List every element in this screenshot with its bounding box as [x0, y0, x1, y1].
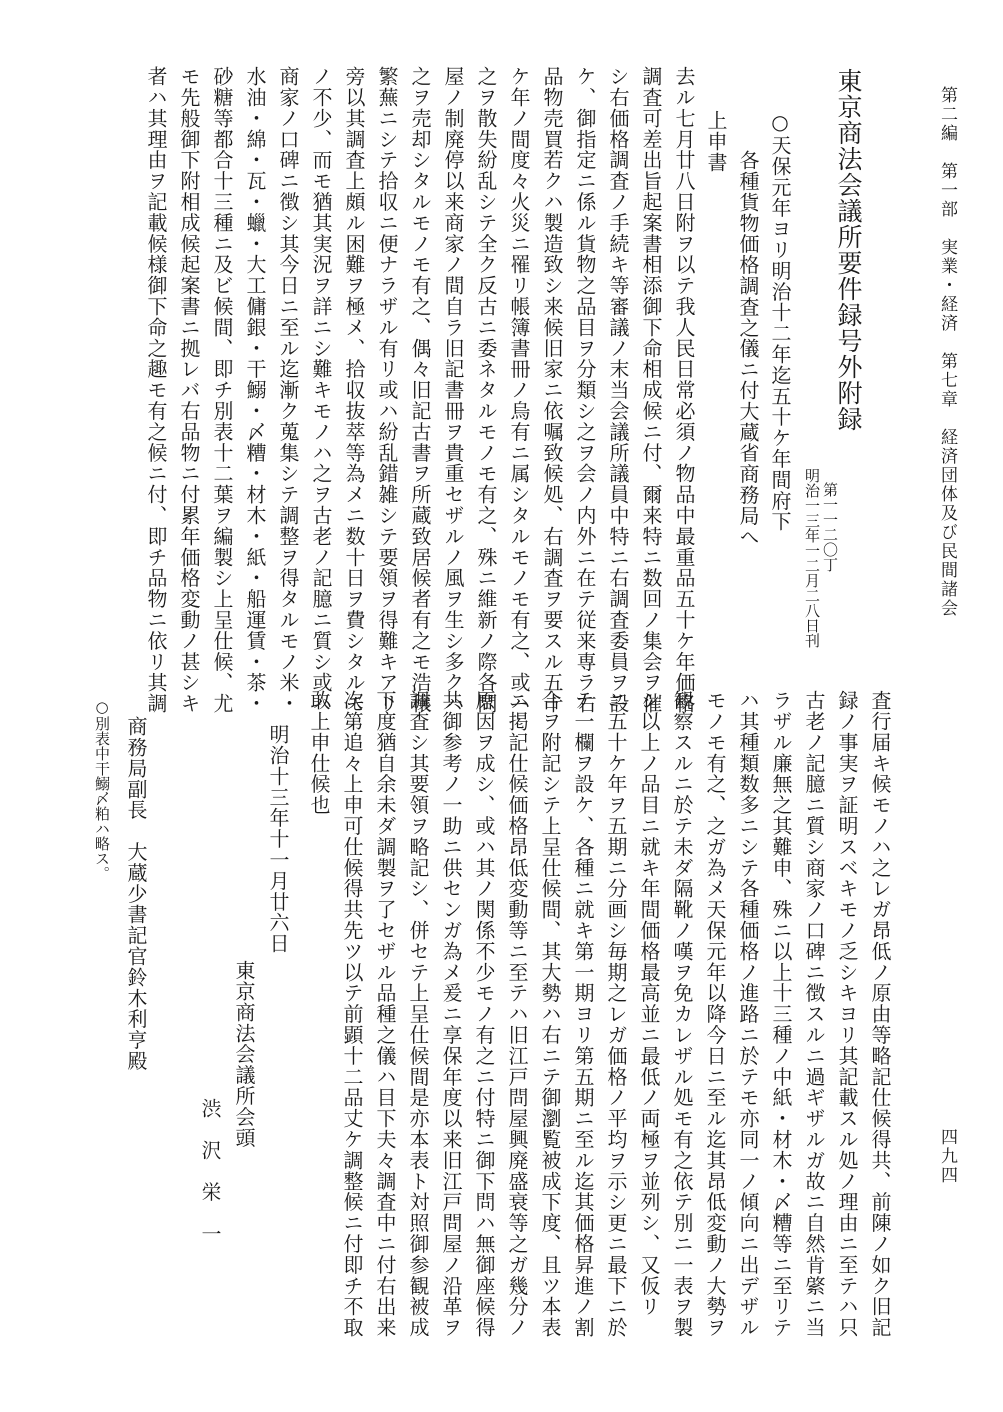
doc-number: 第一一二〇丁 — [821, 482, 839, 572]
sender-title: 東京商法会議所会頭 — [232, 960, 256, 1149]
body-line: 合ヲ附記シテ上呈仕候間、其大勢ハ右ニテ御瀏覧被成下度、且ツ本表 — [538, 690, 562, 1338]
body-line: 之ヲ散失紛乱シテ全ク反古ニ委ネタルモノモ有之、殊ニ維新ノ際各問 — [474, 66, 498, 714]
body-line: ニ掲記仕候価格昂低変動等ニ至テハ旧江戸問屋興廃盛衰等之ガ幾分ノ — [505, 690, 529, 1338]
body-line: 砂糖等都合十三種ニ及ビ候間、即チ別表十二葉ヲ編製シ上呈仕候、尤 — [210, 66, 234, 714]
sender-name: 渋 沢 栄 一 — [198, 1098, 222, 1245]
subject-line-3: 上申書 — [704, 110, 728, 173]
body-line: シ右価格調査ノ手続キ等審議ノ末当会議所議員中特ニ右調査委員ヲ設 — [606, 66, 630, 714]
body-line: シ以上ノ品目ニ就キ年間価格最高並ニ最低ノ両極ヲ並列シ、又仮リ — [637, 690, 661, 1317]
body-line: 之ヲ売却シタルモノモ有之、偶々旧記古書ヲ所蔵致居候者有之モ浩穣 — [408, 66, 432, 714]
body-line: 敢上申仕候也 — [307, 690, 331, 816]
running-head: 第二編 第一部 実業・経済 第七章 経済団体及び民間諸会 — [937, 86, 957, 618]
body-line: 旁以其調査上頗ル困難ヲ極メ、拾収抜萃等為メニ数十日ヲ費シタルモ — [342, 66, 366, 714]
body-line: ニ五十ケ年ヲ五期ニ分画シ毎期之レガ価格ノ平均ヲ示シ更ニ最下ニ於 — [604, 690, 628, 1338]
body-line: ケ、御指定ニ係ル貨物之品目ヲ分類シ之ヲ会ノ内外ニ在テ従来専ラ右 — [573, 66, 597, 714]
body-line: 屋ノ制廃停以来商家ノ間自ラ旧記書冊ヲ貴重セザルノ風ヲ生シ多クハ — [441, 66, 465, 714]
subject-line-1: ○天保元年ヨリ明治十二年迄五十ケ年間府下 — [768, 110, 792, 532]
body-line: 品物売買若クハ製造致シ来候旧家ニ依嘱致候処、右調査ヲ要スル五十 — [540, 66, 564, 714]
body-line: 者ハ其理由ヲ記載候様御下命之趣モ有之候ニ付、即チ品物ニ依リ其調 — [144, 66, 168, 714]
body-line: ハ其種類数多ニシテ各種価格ノ進路ニ於テモ亦同一ノ傾向ニ出デザル — [736, 690, 760, 1338]
body-line: 商家ノ口碑ニ徴シ其今日ニ至ル迄漸ク蒐集シテ調整ヲ得タルモノ米・ — [276, 66, 300, 714]
body-line: 共御参考ノ一助ニ供センガ為メ爰ニ享保年度以来旧江戸問屋ノ沿革ヲ — [439, 690, 463, 1338]
body-line: 査行届キ候モノハ之レガ昂低ノ原由等略記仕候得共、前陳ノ如ク旧記 — [868, 690, 892, 1338]
body-line: 繁蕪ニシテ拾収ニ便ナラザル有リ或ハ紛乱錯雑シテ要領ヲ得難キアリ — [375, 66, 399, 714]
body-line: 次第追々上申可仕候得共先ツ以テ前顕十二品丈ケ調整候ニ付即チ不取 — [340, 690, 364, 1338]
body-line: 水油・綿・瓦・蠟・大工傭銀・干鰯・〆糟・材木・紙・船運賃・茶・ — [243, 66, 267, 714]
body-line: ラザル廉無之其難申、殊ニ以上十三種ノ中紙・材木・〆糟等ニ至リテ — [769, 690, 793, 1338]
body-line: 原因ヲ成シ、或ハ其ノ関係不少モノ有之ニ付特ニ御下問ハ無御座候得 — [472, 690, 496, 1338]
date-line: 明治十三年十一月廿六日 — [266, 724, 290, 954]
body-line: 古老ノ記臆ニ質シ商家ノ口碑ニ徴スルニ過ギザルガ故ニ自然肯綮ニ当 — [802, 690, 826, 1338]
body-line: ノ不少、而モ猶其実況ヲ詳ニシ難キモノハ之ヲ古老ノ記臆ニ質シ或ハ — [309, 66, 333, 714]
body-line: モ先般御下附相成候起案書ニ拠レバ右品物ニ付累年価格変動ノ甚シキ — [177, 66, 201, 714]
body-line: 去ル七月廿八日附ヲ以テ我人民日常必須ノ物品中最重品五十ケ年価格 — [672, 66, 696, 714]
body-line: 観察スルニ於テ未ダ隔靴ノ嘆ヲ免カレザル処モ有之依テ別ニ一表ヲ製 — [670, 690, 694, 1338]
doc-date: 明治一三年一二月二八日刊 — [803, 468, 821, 648]
body-line: 調査シ其要領ヲ略記シ、併セテ上呈仕候間是亦本表ト対照御参観被成 — [406, 690, 430, 1338]
page-number: 四九四 — [937, 1128, 957, 1185]
body-line: ケ年ノ間度々火災ニ罹リ帳簿書冊ノ烏有ニ属シタルモノモ有之、或ハ — [507, 66, 531, 714]
document-title: 東京商法会議所要件録号外附録 — [834, 68, 863, 432]
footnote: ○別表中干鰯〆粕ハ略ス。 — [93, 698, 111, 881]
body-line: 調査可差出旨起案書相添御下命相成候ニ付、爾来特ニ数回ノ集会ヲ催 — [639, 66, 663, 714]
body-line: モノモ有之、之ガ為メ天保元年以降今日ニ至ル迄其昂低変動ノ大勢ヲ — [703, 690, 727, 1338]
body-line: 下度猶自余未ダ調製ヲ了セザル品種之儀ハ目下夫々調査中ニ付右出来 — [373, 690, 397, 1338]
recipient: 商務局副長 大蔵少書記官鈴木利亨殿 — [124, 716, 148, 1072]
body-line: テ一欄ヲ設ケ、各種ニ就キ第一期ヨリ第五期ニ至ル迄其価格昇進ノ割 — [571, 690, 595, 1338]
subject-line-2: 各種貨物価格調査之儀ニ付大蔵省商務局へ — [736, 150, 760, 548]
body-line: 録ノ事実ヲ証明スベキモノ乏シキヨリ其記載スル処ノ理由ニ至テハ只 — [835, 690, 859, 1338]
